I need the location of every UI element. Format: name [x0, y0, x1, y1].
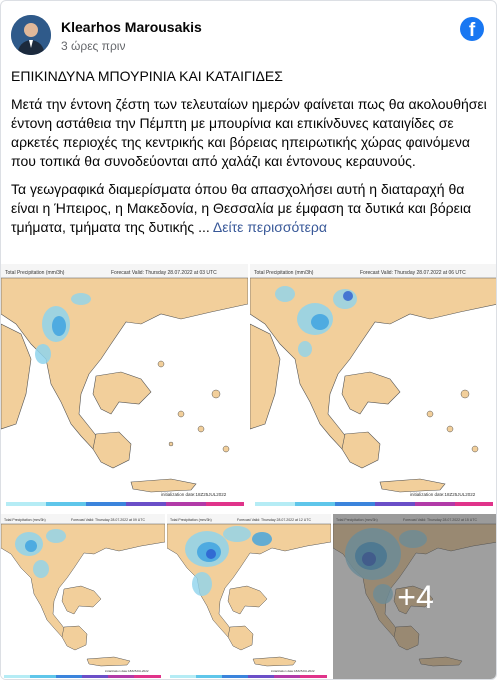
- post-paragraph-1: Μετά την έντονη ζέστη των τελευταίων ημερών φαίνεται πως θα ακολουθήσει έντονη αστάθεια την Πέμπτη με μπουρίνια και επικίνδυνες καταιγίδες σε αρκετές περιοχές της κεντρικής και βόρειας ηπειρωτικής χώρας φαινόμενα που τοπικά θα συνοδεύονται από χαλάζι και έντονους κεραυνούς.: [11, 96, 487, 169]
- post-timestamp[interactable]: 3 ώρες πριν: [61, 39, 126, 53]
- map-3-forecast: Forecast Valid: Thursday 28.07.2022 at 09 UTC: [71, 518, 145, 522]
- map-1-init: initialization date:18Z25JUL2022: [161, 492, 227, 497]
- author-name[interactable]: Klearhos Marousakis: [61, 19, 202, 35]
- image-gallery: [1, 264, 497, 680]
- map-1-label: Total Precipitation (mm/3h): [5, 270, 65, 276]
- more-images-overlay[interactable]: [333, 514, 497, 680]
- map-2-forecast: Forecast Valid: Thursday 28.07.2022 at 06 UTC: [360, 270, 466, 276]
- map-2-label: Total Precipitation (mm/3h): [254, 270, 314, 276]
- post-paragraph-2: [11, 180, 487, 237]
- see-more-link[interactable]: Δείτε περισσότερα: [212, 219, 327, 235]
- map-3-label: Total Precipitation (mm/3h): [4, 518, 46, 522]
- post-title: ΕΠΙΚΙΝΔΥΝΑ ΜΠΟΥΡΙΝΙΑ ΚΑΙ ΚΑΤΑΙΓΙΔΕΣ: [11, 68, 283, 84]
- more-images-count: +4: [397, 579, 434, 615]
- map-4-init: initialization date:18Z25JUL2022: [271, 669, 315, 673]
- post-paragraph-2-text: Τα γεωγραφικά διαμερίσματα όπου θα απασχολήσει αυτή η διαταραχή θα είναι η Ήπειρος, η Μακεδονία, η Θεσσαλία με έμφαση τα δυτικά και βόρεια τμήματα, τμήματα της δυτικής ...: [11, 181, 472, 235]
- map-4-forecast: Forecast Valid: Thursday 28.07.2022 at 12 UTC: [237, 518, 311, 522]
- map-image-3[interactable]: [1, 514, 165, 680]
- map-image-1[interactable]: [1, 264, 248, 511]
- facebook-logo-icon[interactable]: f: [460, 17, 484, 41]
- post-header: [11, 15, 486, 59]
- map-1-forecast: Forecast Valid: Thursday 28.07.2022 at 03 UTC: [111, 270, 217, 276]
- post-text: [11, 67, 487, 246]
- map-image-4[interactable]: [167, 514, 331, 680]
- author-avatar[interactable]: [11, 15, 51, 55]
- map-3-init: initialization date:18Z25JUL2022: [105, 669, 149, 673]
- map-image-5[interactable]: [333, 514, 497, 680]
- map-image-2[interactable]: [250, 264, 497, 511]
- map-4-label: Total Precipitation (mm/3h): [170, 518, 212, 522]
- map-2-init: initialization date:18Z25JUL2022: [410, 492, 476, 497]
